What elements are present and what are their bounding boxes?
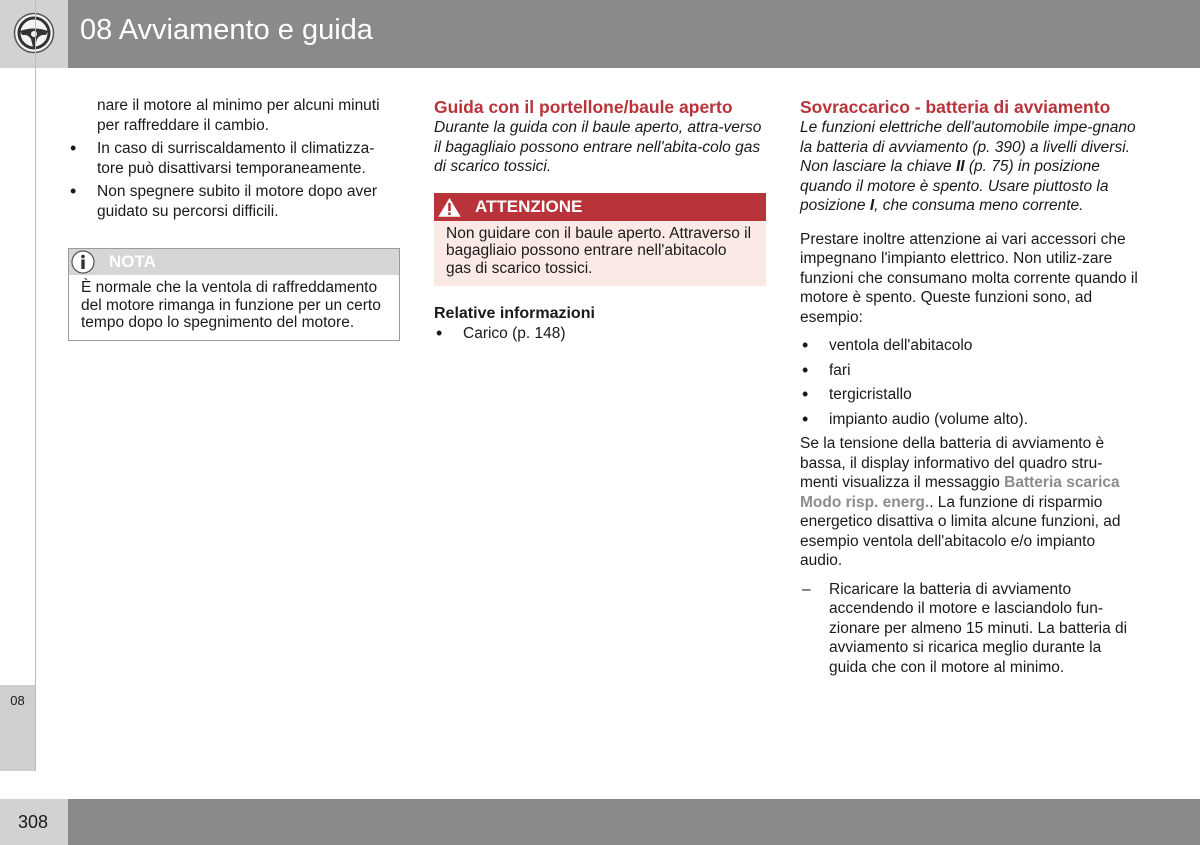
chapter-side-tab-label: 08 — [10, 693, 25, 708]
bullet-list — [68, 139, 400, 221]
section-intro — [800, 118, 1140, 216]
column-1 — [68, 96, 400, 341]
intro-text: Le funzioni elettriche dell'automobile impe-gnano la batteria di avviamento (p. 390) a livelli diversi. Non lasciare la chiave — [800, 119, 1136, 175]
column-2 — [434, 96, 766, 344]
key-position: I — [869, 197, 875, 214]
attenzione-box — [434, 193, 766, 287]
nota-header — [69, 249, 399, 275]
nota-label: NOTA — [109, 252, 156, 271]
chapter-title: 08 Avviamento e guida — [80, 14, 373, 46]
list-item: • tergicristallo — [800, 385, 1140, 405]
attenzione-label: ATTENZIONE — [475, 196, 583, 216]
warning-icon — [436, 195, 463, 219]
nota-box — [68, 248, 400, 341]
key-position: II — [955, 158, 965, 175]
related-heading: Relative informazioni — [434, 305, 595, 322]
related-list — [434, 324, 766, 344]
steering-wheel-icon — [13, 12, 55, 54]
attenzione-header — [434, 193, 766, 221]
page-number: 308 — [18, 812, 49, 832]
step-list — [800, 580, 1140, 678]
intro-text: , che consuma meno corrente. — [874, 197, 1084, 214]
paragraph: Prestare inoltre attenzione ai vari accessori che impegnano l'impianto elettrico. Non utiliz-zare funzioni che consumano molta corrente quando il motore è spento. Queste funzioni sono, ad esempio: — [800, 230, 1138, 326]
list-item: • ventola dell'abitacolo — [800, 336, 1140, 356]
related-link[interactable]: • Carico (p. 148) — [434, 324, 766, 344]
section-heading: Guida con il portellone/baule aperto — [434, 97, 733, 117]
paragraph — [800, 434, 1140, 571]
chapter-side-tab — [0, 685, 35, 771]
continuation-text: nare il motore al minimo per alcuni minuti per raffreddare il cambio. — [97, 97, 380, 134]
side-rule — [35, 0, 36, 771]
info-icon — [71, 250, 95, 274]
display-message: Batteria scarica Modo risp. energ. — [800, 474, 1120, 511]
list-item: – Ricaricare la batteria di avviamento accendendo il motore e lasciandolo fun-zionare per almeno 15 minuti. La batteria di avviamento si ricarica meglio durante la guida che con il motore al minimo. — [800, 580, 1140, 678]
intro-text: (p. 75) in posizione quando il motore è spento. Usare piuttosto la posizione — [800, 158, 1109, 214]
header-corner — [0, 0, 68, 68]
attenzione-text: Non guidare con il baule aperto. Attraverso il bagagliaio possono entrare nell'abitacolo gas di scarico tossici. — [446, 224, 752, 277]
list-item: • impianto audio (volume alto). — [800, 410, 1140, 430]
column-3 — [800, 96, 1140, 677]
bullet-list — [800, 336, 1140, 429]
list-item: • fari — [800, 361, 1140, 381]
list-item: • Non spegnere subito il motore dopo aver guidato su percorsi difficili. — [68, 182, 400, 221]
paragraph-text: Se la tensione della batteria di avviamento è bassa, il display informativo del quadro stru-menti visualizza il messaggio — [800, 435, 1105, 491]
section-heading: Sovraccarico - batteria di avviamento — [800, 97, 1111, 117]
section-intro: Durante la guida con il baule aperto, attra-verso il bagagliaio possono entrare nell'abita-colo gas di scarico tossici. — [434, 119, 762, 175]
nota-text: È normale che la ventola di raffreddamento del motore rimanga in funzione per un certo tempo dopo lo spegnimento del motore. — [81, 279, 381, 331]
paragraph-text: . La funzione di risparmio energetico disattiva o limita alcune funzioni, ad esempio ventola dell'abitacolo e/o impianto audio. — [800, 493, 1121, 569]
list-item: • In caso di surriscaldamento il climatizza-tore può disattivarsi temporaneamente. — [68, 139, 400, 178]
footer-bar — [68, 799, 1200, 845]
